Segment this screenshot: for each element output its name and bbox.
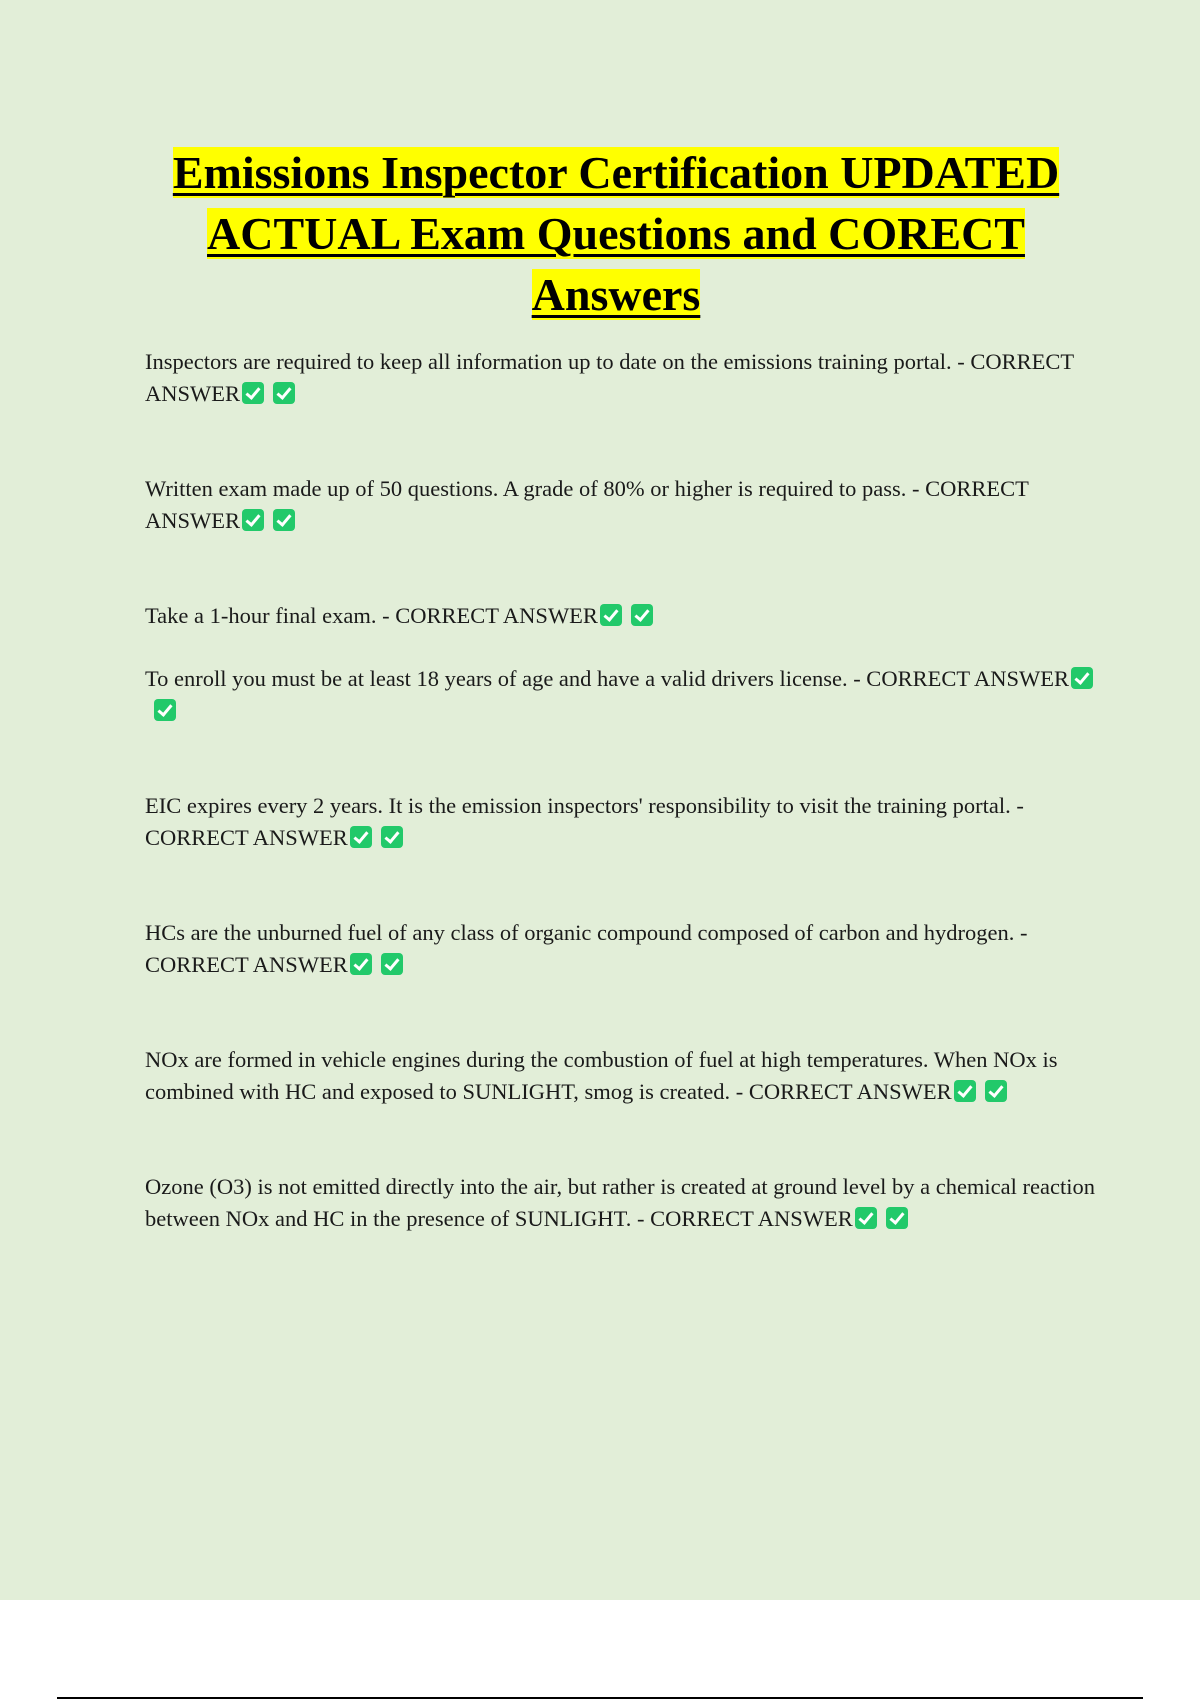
document-title-text: Emissions Inspector Certification UPDATED ACTUAL Exam Questions and CORECT Answers: [172, 147, 1060, 320]
answer-text: Ozone (O3) is not emitted directly into the air, but rather is created at ground level by a chemical reaction between NOx and HC in the presence of SUNLIGHT. - CORRECT ANSWER: [145, 1174, 1095, 1231]
document-title: [120, 142, 1112, 325]
check-box-icon: [985, 1080, 1007, 1102]
footer-divider: [57, 1697, 1143, 1699]
check-box-icon: [954, 1080, 976, 1102]
answer-entry: [145, 917, 1095, 981]
check-box-icon: [381, 953, 403, 975]
answer-text: NOx are formed in vehicle engines during the combustion of fuel at high temperatures. When NOx is combined with HC and exposed to SUNLIGHT, smog is created. - CORRECT ANSWER: [145, 1047, 1058, 1104]
answer-entry: [145, 473, 1095, 537]
check-box-icon: [273, 509, 295, 531]
check-box-icon: [273, 382, 295, 404]
answer-text: Written exam made up of 50 questions. A grade of 80% or higher is required to pass. - CORRECT ANSWER: [145, 476, 1029, 533]
check-box-icon: [350, 826, 372, 848]
answer-entry: [145, 346, 1095, 410]
answer-entry: [145, 1044, 1095, 1108]
answer-list: [145, 346, 1095, 1235]
check-box-icon: [600, 604, 622, 626]
answer-text: To enroll you must be at least 18 years of age and have a valid drivers license. - CORRECT ANSWER: [145, 666, 1070, 691]
answer-entry: [145, 600, 1095, 632]
check-box-icon: [381, 826, 403, 848]
check-box-icon: [350, 953, 372, 975]
check-box-icon: [242, 382, 264, 404]
check-box-icon: [631, 604, 653, 626]
answer-text: Take a 1-hour final exam. - CORRECT ANSWER: [145, 603, 598, 628]
answer-entry: [145, 1171, 1095, 1235]
check-box-icon: [242, 509, 264, 531]
check-box-icon: [154, 699, 176, 721]
answer-text: Inspectors are required to keep all information up to date on the emissions training portal. - CORRECT ANSWER: [145, 349, 1074, 406]
check-box-icon: [1071, 667, 1093, 689]
answer-entry: [145, 790, 1095, 854]
answer-entry: [145, 663, 1095, 727]
check-box-icon: [886, 1207, 908, 1229]
answer-text: HCs are the unburned fuel of any class of organic compound composed of carbon and hydrogen. - CORRECT ANSWER: [145, 920, 1028, 977]
answer-text: EIC expires every 2 years. It is the emission inspectors' responsibility to visit the training portal. - CORRECT ANSWER: [145, 793, 1024, 850]
check-box-icon: [855, 1207, 877, 1229]
